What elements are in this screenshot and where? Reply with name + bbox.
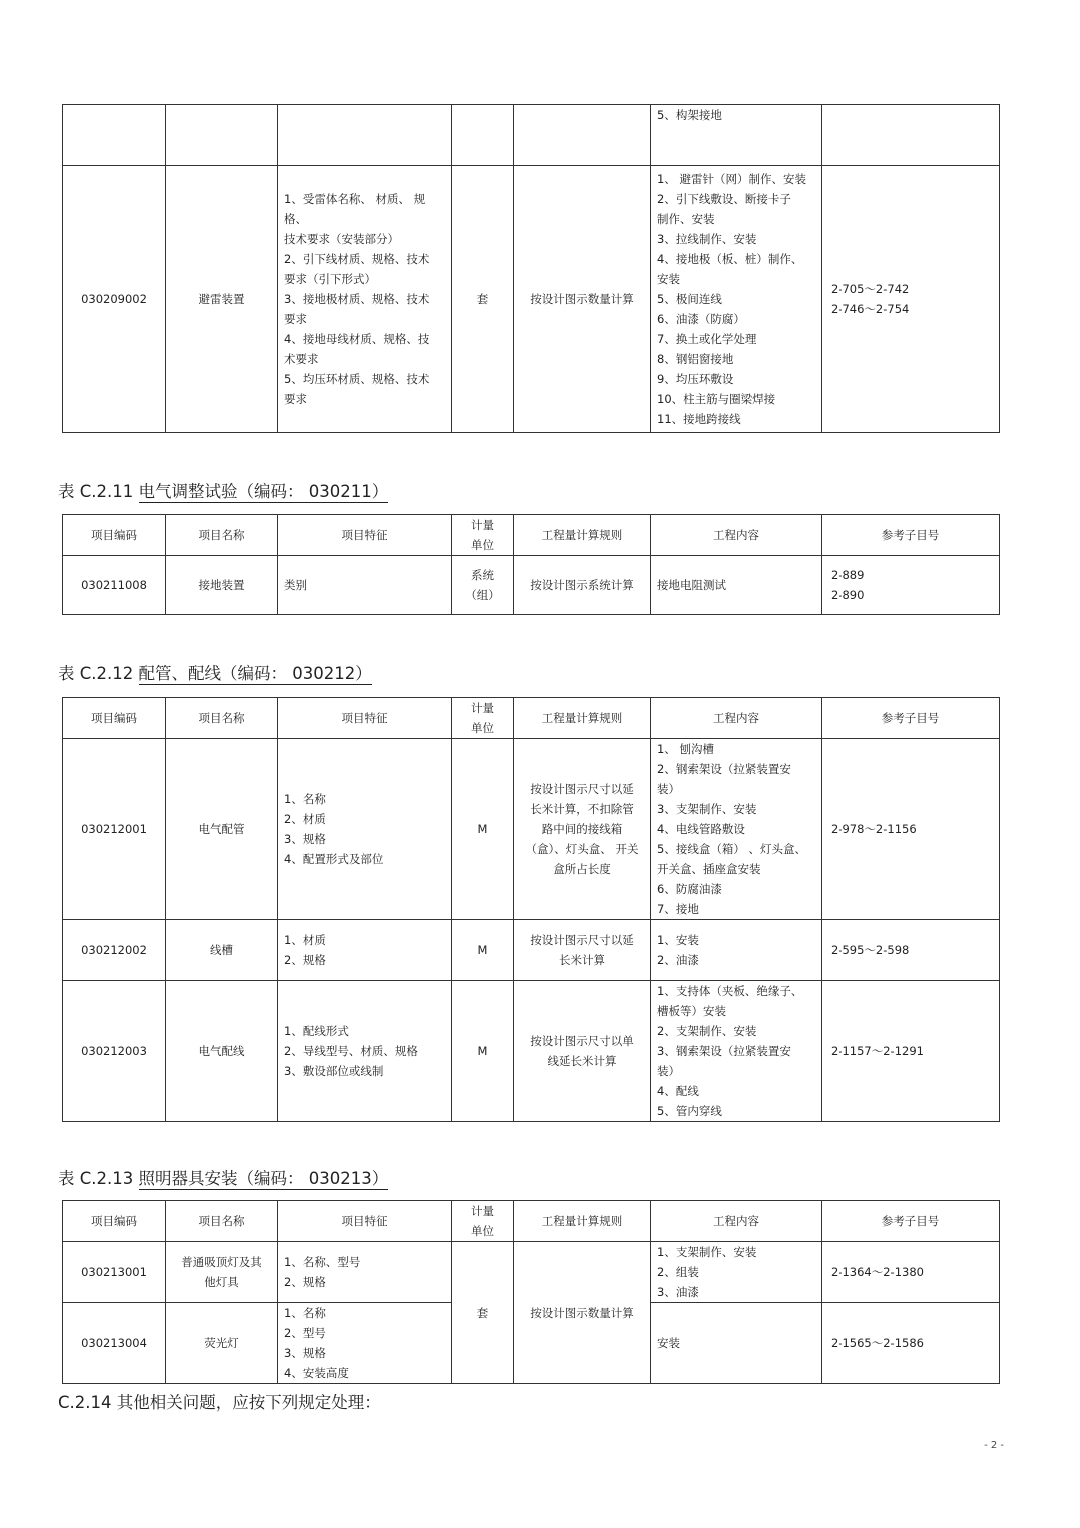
table-title-main: 电气调整试验（编码： 030211）: [138, 482, 389, 501]
code-cell: 030212001: [63, 739, 166, 920]
cell-line: 1、名称、型号: [284, 1255, 361, 1269]
cell-line: 3、规格: [284, 1346, 326, 1360]
header-cell: 项目编码: [63, 698, 166, 739]
header-cell: 项目特征: [278, 698, 452, 739]
table-title-prefix: 表 C.2.13: [58, 1169, 134, 1188]
table-title: [58, 663, 372, 685]
content-cell: [651, 1242, 822, 1303]
cell-line: 按设计图示尺寸以延: [530, 782, 634, 796]
cell-line: 2、规格: [284, 1275, 326, 1289]
header-cell: [452, 515, 514, 556]
header-cell: 工程量计算规则: [514, 698, 651, 739]
cell-line: 1、 刨沟槽: [657, 742, 714, 756]
cell-line: 2-890: [831, 588, 865, 602]
cell-line: 要求: [284, 312, 307, 326]
cell-line: 5、接线盒（箱） 、灯头盒、: [657, 842, 806, 856]
ref-cell: [822, 105, 1000, 166]
cell-line: 1、名称: [284, 792, 326, 806]
rule-cell: [514, 920, 651, 981]
cell-line: 2、导线型号、材质、规格: [284, 1044, 418, 1058]
code-cell: 030209002: [63, 166, 166, 433]
features-cell: [278, 981, 452, 1122]
ref-cell: [822, 1242, 1000, 1303]
header-cell: 参考子目号: [822, 1201, 1000, 1242]
features-cell: [278, 556, 452, 615]
features-cell: [278, 166, 452, 433]
cell-line: 开关盒、插座盒安装: [657, 862, 761, 876]
rule-cell: 按设计图示数量计算: [514, 1242, 651, 1384]
name-cell: 电气配线: [166, 981, 278, 1122]
cell-line: 1、受雷体名称、 材质、 规格、: [284, 192, 426, 226]
cell-line: 装）: [657, 782, 680, 796]
cell-line: 11、接地跨接线: [657, 412, 741, 426]
cell-line: 1、支持体（夹板、绝缘子、: [657, 984, 803, 998]
header-cell: 参考子目号: [822, 515, 1000, 556]
header-cell: 项目特征: [278, 515, 452, 556]
cell-line: 单位: [471, 538, 494, 552]
unit-cell: 套: [452, 166, 514, 433]
cell-line: 9、均压环敷设: [657, 372, 734, 386]
cell-line: 计量: [471, 701, 494, 715]
table-row: [63, 1242, 1000, 1303]
content-cell: [651, 981, 822, 1122]
name-cell: 线槽: [166, 920, 278, 981]
cell-line: 3、油漆: [657, 1285, 699, 1299]
table-row: [63, 920, 1000, 981]
cell-line: 4、接地极（板、桩）制作、: [657, 252, 803, 266]
features-cell: [278, 1303, 452, 1384]
content-cell: [651, 105, 822, 166]
rule-cell: 按设计图示数量计算: [514, 166, 651, 433]
code-cell: 030211008: [63, 556, 166, 615]
cell-line: 接地电阻测试: [657, 578, 726, 592]
ref-cell: [822, 981, 1000, 1122]
content-cell: [651, 166, 822, 433]
cell-line: 安装: [657, 272, 680, 286]
cell-line: 线延长米计算: [547, 1054, 617, 1068]
cell-line: 10、柱主筋与圈梁焊接: [657, 392, 776, 406]
header-cell: 工程量计算规则: [514, 515, 651, 556]
header-cell: [452, 1201, 514, 1242]
content-cell: [651, 1303, 822, 1384]
cell-line: 2-978～2-1156: [831, 822, 917, 836]
table-title-main: 配管、配线（编码： 030212）: [138, 664, 372, 683]
cell-line: 2、钢索架设（拉紧装置安: [657, 762, 791, 776]
cell-line: 2、油漆: [657, 953, 699, 967]
name-cell: 接地装置: [166, 556, 278, 615]
cell-line: 2-889: [831, 568, 865, 582]
cell-line: 1、 避雷针（网）制作、安装: [657, 172, 806, 186]
ref-cell: [822, 166, 1000, 433]
name-cell: 电气配管: [166, 739, 278, 920]
name-cell: 避雷装置: [166, 166, 278, 433]
cell-line: 单位: [471, 721, 494, 735]
cell-line: 1、名称: [284, 1306, 326, 1320]
cell-line: 4、电线管路敷设: [657, 822, 745, 836]
cell-line: 普通吸顶灯及其: [181, 1255, 262, 1269]
cell-line: 类别: [284, 578, 307, 592]
cell-line: 6、油漆（防腐）: [657, 312, 745, 326]
table-row: [63, 105, 1000, 166]
ref-cell: [822, 920, 1000, 981]
cell-line: 8、钢铝窗接地: [657, 352, 734, 366]
ref-cell: [822, 1303, 1000, 1384]
cell-line: 2、引下线材质、规格、技术: [284, 252, 430, 266]
features-cell: [278, 920, 452, 981]
cell-line: 按设计图示尺寸以单: [530, 1034, 634, 1048]
cell-line: 1、材质: [284, 933, 326, 947]
cell-line: 要求（引下形式）: [284, 272, 376, 286]
cell-line: 2-1565～2-1586: [831, 1336, 924, 1350]
code-cell: 030213004: [63, 1303, 166, 1384]
cell-line: 5、极间连线: [657, 292, 722, 306]
cell-line: 长米计算: [559, 953, 605, 967]
code-cell: [63, 105, 166, 166]
table-lighting: [62, 1200, 1000, 1384]
cell-line: 3、规格: [284, 832, 326, 846]
unit-cell: [452, 556, 514, 615]
table-title-prefix: 表 C.2.12: [58, 664, 134, 683]
header-cell: 项目特征: [278, 1201, 452, 1242]
cell-line: 1、支架制作、安装: [657, 1245, 757, 1259]
cell-line: 7、换土或化学处理: [657, 332, 757, 346]
cell-line: 术要求: [284, 352, 319, 366]
table-lightning: [62, 104, 1000, 433]
cell-line: 4、安装高度: [284, 1366, 349, 1380]
content-cell: [651, 556, 822, 615]
cell-line: 长米计算，不扣除管: [530, 802, 634, 816]
cell-line: 6、防腐油漆: [657, 882, 722, 896]
rule-cell: [514, 105, 651, 166]
header-cell: [452, 698, 514, 739]
cell-line: 3、拉线制作、安装: [657, 232, 757, 246]
ref-cell: [822, 739, 1000, 920]
ref-cell: [822, 556, 1000, 615]
cell-line: 槽板等）安装: [657, 1004, 726, 1018]
features-cell: [278, 1242, 452, 1303]
header-cell: 参考子目号: [822, 698, 1000, 739]
table-row: [63, 739, 1000, 920]
rule-cell: [514, 739, 651, 920]
cell-line: 计量: [471, 1204, 494, 1218]
unit-cell: M: [452, 981, 514, 1122]
code-cell: 030212002: [63, 920, 166, 981]
table-title: [58, 481, 388, 503]
cell-line: 2-1157～2-1291: [831, 1044, 924, 1058]
section-note: C.2.14 其他相关问题，应按下列规定处理：: [58, 1393, 381, 1412]
header-cell: 项目名称: [166, 515, 278, 556]
table-row: [63, 981, 1000, 1122]
cell-line: 按设计图示尺寸以延: [530, 933, 634, 947]
table-title-prefix: 表 C.2.11: [58, 482, 134, 501]
table-header-row: [63, 515, 1000, 556]
header-cell: 工程内容: [651, 1201, 822, 1242]
cell-line: 7、接地: [657, 902, 699, 916]
code-cell: 030212003: [63, 981, 166, 1122]
content-cell: [651, 920, 822, 981]
cell-line: 2、型号: [284, 1326, 326, 1340]
unit-cell: [452, 105, 514, 166]
rule-cell: [514, 981, 651, 1122]
cell-line: 单位: [471, 1224, 494, 1238]
cell-line: （组）: [465, 588, 500, 602]
unit-cell: 套: [452, 1242, 514, 1384]
cell-line: 4、接地母线材质、规格、技: [284, 332, 430, 346]
cell-line: 盒所占长度: [553, 862, 611, 876]
name-cell: [166, 1303, 278, 1384]
unit-cell: M: [452, 739, 514, 920]
cell-line: 装）: [657, 1064, 680, 1078]
table-header-row: [63, 1201, 1000, 1242]
content-cell: [651, 739, 822, 920]
cell-line: 5、管内穿线: [657, 1104, 722, 1118]
cell-line: 2、规格: [284, 953, 326, 967]
page-number: - 2 -: [984, 1440, 1004, 1451]
cell-line: 3、钢索架设（拉紧装置安: [657, 1044, 791, 1058]
table-title-main: 照明器具安装（编码： 030213）: [138, 1169, 389, 1188]
cell-line: （盒）、灯头盒、 开关: [525, 842, 639, 856]
table-row: [63, 166, 1000, 433]
table-conduit-wiring: [62, 697, 1000, 1122]
cell-line: 4、配置形式及部位: [284, 852, 384, 866]
cell-line: 2-595～2-598: [831, 943, 910, 957]
header-cell: 工程内容: [651, 698, 822, 739]
cell-line: 2-1364～2-1380: [831, 1265, 924, 1279]
cell-line: 1、配线形式: [284, 1024, 349, 1038]
cell-line: 2、组装: [657, 1265, 699, 1279]
cell-line: 计量: [471, 518, 494, 532]
table-electrical-test: [62, 514, 1000, 615]
header-cell: 项目编码: [63, 515, 166, 556]
table-title: [58, 1168, 388, 1190]
table-header-row: [63, 698, 1000, 739]
features-cell: [278, 739, 452, 920]
cell-line: 2、引下线敷设、断接卡子: [657, 192, 791, 206]
cell-line: 路中间的接线箱: [541, 822, 623, 836]
cell-line: 他灯具: [204, 1275, 239, 1289]
header-cell: 项目名称: [166, 1201, 278, 1242]
unit-cell: M: [452, 920, 514, 981]
cell-line: 技术要求（安装部分）: [284, 232, 399, 246]
cell-line: 2、材质: [284, 812, 326, 826]
header-cell: 项目编码: [63, 1201, 166, 1242]
header-cell: 工程内容: [651, 515, 822, 556]
cell-line: 5、构架接地: [657, 108, 722, 122]
cell-line: 1、安装: [657, 933, 699, 947]
cell-line: 2-746～2-754: [831, 302, 910, 316]
cell-line: 荧光灯: [204, 1336, 239, 1350]
header-cell: 项目名称: [166, 698, 278, 739]
code-cell: 030213001: [63, 1242, 166, 1303]
cell-line: 2、支架制作、安装: [657, 1024, 757, 1038]
name-cell: [166, 105, 278, 166]
cell-line: 3、敷设部位或线制: [284, 1064, 384, 1078]
features-cell: [278, 105, 452, 166]
cell-line: 3、接地极材质、规格、技术: [284, 292, 430, 306]
cell-line: 3、支架制作、安装: [657, 802, 757, 816]
name-cell: [166, 1242, 278, 1303]
table-row: [63, 556, 1000, 615]
rule-cell: 按设计图示系统计算: [514, 556, 651, 615]
header-cell: 工程量计算规则: [514, 1201, 651, 1242]
cell-line: 4、配线: [657, 1084, 699, 1098]
cell-line: 系统: [471, 568, 494, 582]
cell-line: 制作、安装: [657, 212, 715, 226]
cell-line: 5、均压环材质、规格、技术: [284, 372, 430, 386]
cell-line: 安装: [657, 1336, 680, 1350]
cell-line: 要求: [284, 392, 307, 406]
cell-line: 2-705～2-742: [831, 282, 910, 296]
